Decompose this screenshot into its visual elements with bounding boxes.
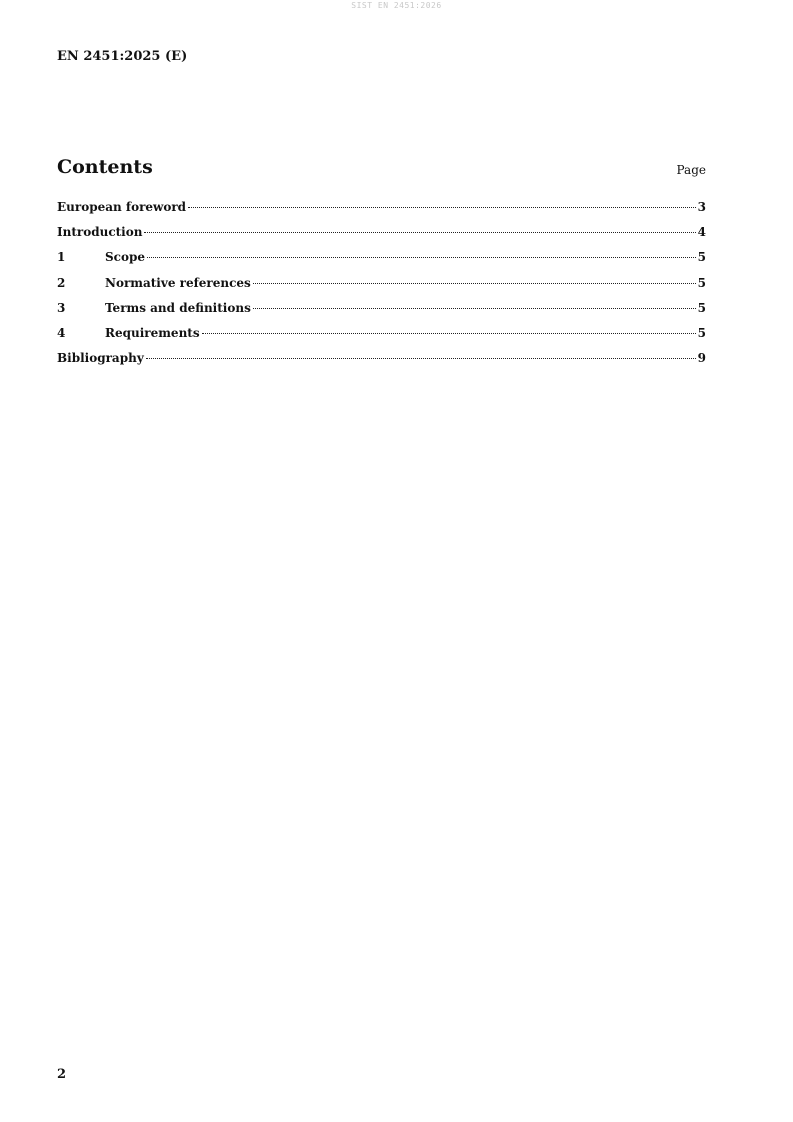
toc-entry-title: Introduction [57, 225, 143, 240]
toc-dot-leader [202, 333, 696, 334]
watermark: SIST EN 2451:2026 [351, 1, 442, 10]
toc-entry-page: 5 [697, 300, 706, 315]
toc-entry-title: European foreword [57, 200, 187, 214]
toc-entry-number: 3 [57, 300, 66, 315]
toc-entry-introduction[interactable] [57, 225, 706, 250]
toc-dot-leader [253, 308, 696, 309]
toc-entry-page: 3 [697, 200, 706, 214]
toc-entry-page: 9 [697, 351, 706, 366]
toc-dot-leader [144, 232, 695, 233]
toc-entry-terms-and-definitions[interactable] [57, 301, 706, 326]
table-of-contents [57, 200, 706, 376]
toc-dot-leader [253, 283, 696, 284]
toc-entry-page: 4 [697, 225, 706, 240]
toc-entry-number: 2 [57, 275, 66, 290]
contents-title: Contents [57, 156, 153, 178]
toc-entry-title: Terms and definitions [105, 300, 251, 315]
toc-entry-scope[interactable] [57, 250, 706, 275]
footer-page-number: 2 [57, 1067, 67, 1082]
toc-entry-title: Scope [105, 250, 146, 265]
toc-entry-title: Requirements [105, 325, 200, 340]
toc-entry-normative-references[interactable] [57, 276, 706, 301]
toc-dot-leader [188, 207, 696, 208]
toc-entry-page: 5 [697, 250, 706, 265]
toc-dot-leader [146, 358, 696, 359]
toc-entry-page: 5 [697, 325, 706, 340]
toc-entry-title: Bibliography [57, 351, 144, 366]
toc-entry-title: Normative references [105, 275, 251, 290]
document-id: EN 2451:2025 (E) [57, 49, 188, 64]
toc-entry-number: 1 [57, 250, 66, 265]
toc-entry-bibliography[interactable] [57, 351, 706, 376]
toc-entry-requirements[interactable] [57, 326, 706, 351]
toc-entry-number: 4 [57, 325, 66, 340]
toc-dot-leader [147, 257, 696, 258]
toc-entry-european-foreword[interactable] [57, 200, 706, 225]
contents-header [57, 156, 706, 182]
toc-entry-page: 5 [697, 275, 706, 290]
page-column-label: Page [676, 163, 706, 177]
